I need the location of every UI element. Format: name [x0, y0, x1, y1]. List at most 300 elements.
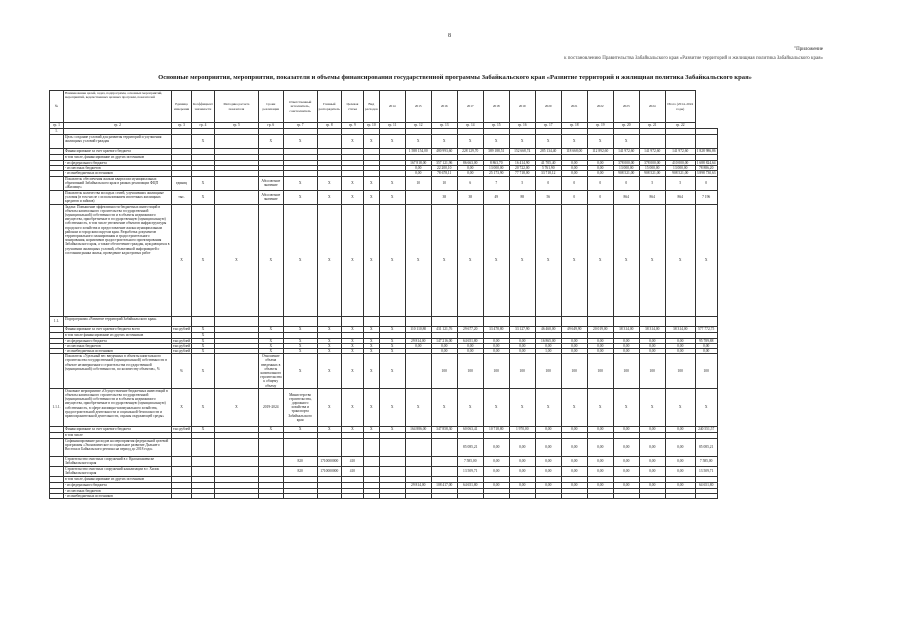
row-number: 1.	[50, 129, 64, 135]
table-cell	[363, 438, 379, 456]
table-cell	[258, 494, 283, 499]
table-cell: 0,00	[695, 349, 717, 354]
table-cell: 10	[431, 176, 457, 190]
table-cell	[405, 466, 431, 476]
table-cell: 0,00	[457, 343, 483, 348]
table-cell	[639, 494, 665, 499]
table-cell: X	[379, 426, 405, 432]
row-name: - из федерального бюджета	[64, 482, 172, 488]
column-number: гр. 5	[214, 123, 258, 129]
table-cell: 38 314,00	[613, 326, 639, 332]
table-cell: 410	[341, 466, 363, 476]
table-cell: 389 188,51	[483, 149, 509, 155]
table-cell	[457, 494, 483, 499]
table-cell	[192, 494, 215, 499]
table-cell: X	[192, 135, 215, 149]
table-row	[50, 494, 718, 499]
table-cell: 0,00	[639, 349, 665, 354]
table-cell: Абсолютное значение	[258, 190, 283, 204]
appendix-note	[564, 45, 823, 63]
row-name: - из местных бюджетов	[64, 488, 172, 493]
table-row	[50, 190, 718, 204]
table-cell: X	[509, 135, 535, 149]
table-cell: 38	[457, 190, 483, 204]
table-cell: X	[192, 426, 215, 432]
row-name: - из федерального бюджета	[64, 338, 172, 343]
table-cell	[214, 494, 258, 499]
column-number: гр. 19	[587, 123, 613, 129]
table-cell	[341, 494, 363, 499]
table-cell: 7	[483, 176, 509, 190]
table-cell	[483, 494, 509, 499]
table-cell: 0	[613, 176, 639, 190]
table-cell: 0,00	[431, 349, 457, 354]
table-cell: X	[535, 388, 561, 426]
table-cell: 147 216,00	[431, 338, 457, 343]
table-cell: 33 478,80	[483, 326, 509, 332]
table-cell: 0,00	[613, 482, 639, 488]
table-cell: тыс.рублей	[173, 327, 191, 331]
table-cell: 0,00	[561, 456, 587, 466]
column-number: гр. 21	[639, 123, 665, 129]
column-number: гр. 3	[172, 123, 192, 129]
table-cell: 0,00	[587, 343, 613, 348]
table-cell: X	[172, 388, 192, 426]
table-cell	[172, 135, 192, 149]
column-number: гр. 18	[561, 123, 587, 129]
row-number	[50, 494, 64, 499]
table-cell: 1,00	[535, 349, 561, 354]
table-cell	[431, 466, 457, 476]
table-cell: 0,00	[613, 438, 639, 456]
header-gr: Главный распорядитель	[317, 91, 341, 123]
table-cell: X	[613, 135, 639, 149]
table-cell: 0,00	[613, 466, 639, 476]
table-cell: X	[431, 135, 457, 149]
table-cell: 29 677,20	[457, 326, 483, 332]
table-cell: X	[457, 204, 483, 316]
table-cell: X	[283, 190, 317, 204]
table-cell: X	[258, 135, 283, 149]
table-cell: 118 668,00	[561, 149, 587, 155]
table-cell: 431 121,76	[431, 326, 457, 332]
table-cell: 0,00	[587, 456, 613, 466]
table-cell: 0,00	[587, 171, 613, 176]
table-cell: X	[457, 135, 483, 149]
table-cell: 0,00	[587, 482, 613, 488]
table-cell: 25 173,90	[483, 171, 509, 176]
column-number: гр. 20	[613, 123, 639, 129]
table-cell: 0,00	[483, 456, 509, 466]
table-cell	[431, 494, 457, 499]
table-cell: X	[405, 388, 431, 426]
table-cell: 13 000,00	[483, 166, 509, 171]
table-cell: 64 651,80	[457, 338, 483, 343]
table-cell: X	[283, 135, 317, 149]
table-cell: X	[613, 388, 639, 426]
table-cell	[363, 316, 379, 326]
row-number	[50, 456, 64, 466]
table-cell: Министерство строительства, дорожного хозяйства и транспорта Забайкальского края	[283, 388, 317, 426]
table-cell: 7 196	[695, 190, 717, 204]
table-cell: 0,00	[665, 349, 695, 354]
table-cell	[509, 316, 535, 326]
row-name: в том числе, финансирование из других источников	[64, 155, 172, 161]
table-row	[50, 135, 718, 149]
table-cell: X	[341, 338, 363, 343]
table-cell: тыс.рублей	[173, 343, 191, 348]
table-cell: 0,00	[587, 166, 613, 171]
column-number: гр. 16	[509, 123, 535, 129]
table-cell	[192, 466, 215, 476]
table-cell: 49 649,90	[561, 326, 587, 332]
table-cell: 86 663,00	[457, 161, 483, 166]
table-cell: 100	[561, 354, 587, 389]
table-cell: X	[405, 204, 431, 316]
table-cell: 167 818,00	[405, 161, 431, 166]
table-cell: 1710000000	[317, 456, 341, 466]
table-cell: 0,00	[483, 482, 509, 488]
header-no: №	[50, 91, 64, 123]
table-cell: 85 085,21	[457, 438, 483, 456]
table-cell: X	[317, 326, 341, 332]
table-cell: X	[363, 338, 379, 343]
table-cell: X	[341, 204, 363, 316]
table-cell: 56	[535, 190, 561, 204]
table-cell: X	[172, 204, 192, 316]
table-cell: 0,00	[639, 426, 665, 432]
table-cell: 13 000,00	[665, 166, 695, 171]
table-cell: X	[317, 338, 341, 343]
column-number: гр. 6	[258, 123, 283, 129]
table-cell: X	[483, 204, 509, 316]
table-cell: 0,00	[613, 456, 639, 466]
table-cell: 0,00	[587, 466, 613, 476]
table-cell: 0,00	[561, 349, 587, 354]
table-cell	[405, 316, 431, 326]
table-cell	[214, 438, 258, 456]
table-cell: 100	[587, 354, 613, 389]
row-name: Задача: Повышение эффективности бюджетных инвестиций в объекты капитального строительства государственной (муниципальной) собственности и в объекты недвижимого имущества, приобретаемые в государственную (муниципальную) собственность, в том числе увеличение объектов инфраструктуры городского хозяйства и предоставление жилья муниципальным районам и городским округам края. Разработка документов территориального планирования и градостроительного зонирования, нормативов градостроительного проектирования Забайкальского края, а также обеспечение граждан, нуждающихся в улучшении жилищных условий, объективной информацией о состоянии рынка жилья, проведение кадастровых работ	[64, 204, 172, 316]
table-cell: X	[379, 343, 405, 348]
table-cell: 95 789,88	[695, 338, 717, 343]
table-cell	[457, 316, 483, 326]
row-name: - из внебюджетных источников	[64, 171, 172, 176]
table-cell: X	[214, 204, 258, 316]
table-cell: X	[214, 388, 258, 426]
table-cell	[535, 494, 561, 499]
table-cell	[172, 466, 192, 476]
table-cell: 410	[341, 456, 363, 466]
table-cell: 0,00	[535, 343, 561, 348]
table-cell: 64 651,80	[695, 482, 717, 488]
table-cell: 2019-2024	[258, 388, 283, 426]
table-cell: 0,00	[431, 343, 457, 348]
row-name: Показатель обеспечения жилым кварталом муниципальных образований Забайкальского края в рамках реализации ФЦП «Жилище»	[64, 176, 172, 190]
table-cell: 110 110,80	[405, 326, 431, 332]
table-cell: 0,00	[561, 338, 587, 343]
table-cell	[172, 438, 192, 456]
table-cell	[258, 438, 283, 456]
table-cell: 0,00	[665, 343, 695, 348]
row-number: 1.1.1.	[50, 388, 64, 426]
table-cell: X	[363, 354, 379, 389]
table-cell: X	[457, 388, 483, 426]
table-cell: X	[363, 190, 379, 204]
table-cell: тыс.рублей	[173, 338, 191, 343]
table-cell	[665, 316, 695, 326]
row-name: - из местных бюджетов	[64, 343, 172, 348]
table-cell	[695, 316, 717, 326]
table-cell: X	[561, 388, 587, 426]
table-cell: X	[341, 176, 363, 190]
table-cell: X	[613, 204, 639, 316]
table-cell: 0,00	[561, 426, 587, 432]
row-name: Цель: создание условий для развития территорий и улучшения жилищных условий граждан	[64, 135, 172, 149]
table-cell: 100	[695, 354, 717, 389]
table-cell	[317, 494, 341, 499]
column-number: гр. 8	[317, 123, 341, 129]
table-cell	[379, 494, 405, 499]
header-y2016: 2016	[431, 91, 457, 123]
column-number: гр. 22	[665, 123, 695, 129]
table-cell: X	[192, 176, 215, 190]
row-number	[50, 438, 64, 456]
table-cell: 7 585,00	[695, 456, 717, 466]
table-cell: 0,00	[613, 349, 639, 354]
table-cell: 60 063,41	[457, 426, 483, 432]
table-cell: 1 588 154,00	[405, 149, 431, 155]
table-cell: 0,00	[639, 466, 665, 476]
row-name: Финансирование за счет краевого бюджета всего	[64, 326, 172, 332]
table-cell	[613, 494, 639, 499]
table-cell: 0,00	[665, 426, 695, 432]
table-cell: 0,00	[509, 349, 535, 354]
table-cell	[258, 466, 283, 476]
table-cell: 78 678,11	[431, 171, 457, 176]
table-header-row	[50, 91, 718, 123]
table-cell: X	[283, 343, 317, 348]
table-cell: 0,00	[509, 482, 535, 488]
table-cell: X	[695, 204, 717, 316]
table-cell: X	[363, 426, 379, 432]
table-cell: X	[431, 204, 457, 316]
table-cell: 6	[457, 176, 483, 190]
table-cell: 29 814,00	[405, 482, 431, 488]
table-cell: X	[535, 204, 561, 316]
table-cell: тыс.	[172, 190, 192, 204]
table-cell: 0,00	[509, 466, 535, 476]
row-name: Финансирование за счет краевого бюджета	[64, 149, 172, 155]
table-cell: X	[192, 354, 215, 389]
table-cell: 0,00	[405, 171, 431, 176]
table-cell: X	[341, 354, 363, 389]
table-cell: 0,00	[483, 466, 509, 476]
table-cell	[695, 135, 717, 149]
table-cell: 100	[639, 354, 665, 389]
table-cell: X	[192, 332, 215, 338]
table-cell: 13 509,71	[457, 466, 483, 476]
table-cell: X	[258, 349, 283, 354]
table-cell: X	[405, 135, 431, 149]
table-cell: 5	[509, 176, 535, 190]
appendix-line-2: к постановлению Правительства Забайкальского края «Развитие территорий и жилищная политика Забайкальского края»	[564, 56, 823, 61]
table-cell: 908 521,00	[613, 171, 639, 176]
header-y2021: 2021	[561, 91, 587, 123]
table-cell	[379, 438, 405, 456]
table-cell: X	[483, 135, 509, 149]
table-cell	[363, 456, 379, 466]
table-cell: 85 085,21	[695, 438, 717, 456]
table-cell	[283, 438, 317, 456]
table-cell: 0,00	[587, 426, 613, 432]
table-cell: 0,00	[561, 438, 587, 456]
table-cell: X	[431, 388, 457, 426]
row-name: Софинансирование расходов на мероприятия федеральной целевой программы «Экономическое и социальное развитие Дальнего Востока и Байкальского региона на период до 2018 года»	[64, 438, 172, 456]
table-cell: 0,00	[483, 338, 509, 343]
header-years: Сроки реализации	[258, 91, 283, 123]
row-number: 1.1.	[50, 316, 64, 326]
header-y2024: 2024	[639, 91, 665, 123]
table-cell: X	[483, 388, 509, 426]
table-cell: X	[379, 135, 405, 149]
table-cell: 0	[587, 176, 613, 190]
table-cell: 820	[283, 466, 317, 476]
table-cell	[172, 494, 192, 499]
table-cell	[639, 316, 665, 326]
table-cell: X	[192, 326, 215, 332]
table-cell: 3 898 730,63	[696, 171, 716, 176]
table-cell: X	[341, 135, 363, 149]
table-cell: 0,00	[639, 438, 665, 456]
table-row	[50, 466, 718, 476]
table-cell: X	[695, 388, 717, 426]
table-cell: 100	[613, 354, 639, 389]
table-cell: X	[192, 190, 215, 204]
column-number: гр. 10	[363, 123, 379, 129]
header-exp: Вид расходов	[363, 91, 379, 123]
table-cell: 20 722,00	[509, 166, 535, 171]
table-cell: X	[283, 349, 317, 354]
table-cell: X	[363, 349, 379, 354]
table-cell: X	[639, 204, 665, 316]
table-cell	[665, 494, 695, 499]
table-cell: 0,00	[535, 438, 561, 456]
table-cell: X	[192, 338, 215, 343]
table-cell: 0,00	[561, 171, 587, 176]
table-cell	[317, 316, 341, 326]
table-cell: X	[639, 388, 665, 426]
column-number: гр. 13	[431, 123, 457, 129]
table-cell: 108 417,00	[431, 482, 457, 488]
table-cell	[431, 456, 457, 466]
table-row	[50, 456, 718, 466]
table-cell: 38 314,00	[665, 326, 695, 332]
table-cell: 5	[639, 176, 665, 190]
table-cell: 0,00	[561, 343, 587, 348]
header-y2020: 2020	[535, 91, 561, 123]
table-cell: 1 828 986,86	[696, 149, 716, 154]
table-cell: X	[379, 326, 405, 332]
table-cell: 100	[457, 354, 483, 389]
table-cell	[509, 494, 535, 499]
table-cell: X	[341, 190, 363, 204]
row-name: Финансирование за счет краевого бюджета	[64, 426, 172, 432]
table-cell: 908 521,00	[639, 171, 665, 176]
table-cell: 357 121,96	[431, 161, 457, 166]
table-cell: X	[363, 176, 379, 190]
header-y2022: 2022	[587, 91, 613, 123]
table-cell: X	[192, 388, 215, 426]
table-cell: 10	[405, 176, 431, 190]
table-cell	[587, 494, 613, 499]
table-cell	[317, 135, 341, 149]
table-cell: 0,00	[639, 456, 665, 466]
row-number	[50, 135, 64, 149]
table-cell: 0,00	[457, 349, 483, 354]
table-cell: 820	[283, 456, 317, 466]
row-name: в том числе, финансирование из других источников	[64, 476, 172, 482]
table-cell: %	[172, 354, 192, 389]
table-cell: X	[283, 204, 317, 316]
table-cell: 141 972,60	[665, 149, 695, 155]
table-cell: X	[341, 426, 363, 432]
table-cell: 8 863,70	[483, 161, 509, 166]
row-number	[50, 354, 64, 389]
table-cell: X	[258, 326, 283, 332]
table-cell: 0,00	[561, 482, 587, 488]
table-cell	[192, 456, 215, 466]
table-cell: 1 970,00	[509, 426, 535, 432]
table-cell: X	[341, 388, 363, 426]
table-cell	[483, 316, 509, 326]
table-cell: 100	[483, 354, 509, 389]
table-cell: 0,00	[561, 161, 587, 166]
table-cell: X	[317, 349, 341, 354]
row-name: в том числе финансирование из других источников	[64, 332, 172, 338]
column-number: гр. 12	[405, 123, 431, 129]
table-cell: X	[283, 426, 317, 432]
table-cell: 152 668,74	[509, 149, 535, 155]
column-number: гр. 7	[283, 123, 317, 129]
table-cell: X	[192, 343, 215, 348]
table-cell	[405, 494, 431, 499]
column-number: гр. 9	[341, 123, 363, 129]
table-cell: X	[258, 426, 283, 432]
table-cell	[379, 316, 405, 326]
table-cell: X	[561, 204, 587, 316]
table-cell: 0,00	[587, 349, 613, 354]
table-cell: 0	[587, 190, 613, 204]
table-cell: 0,00	[535, 456, 561, 466]
table-cell: X	[509, 388, 535, 426]
column-number: гр. 2	[64, 123, 172, 129]
table-cell: X	[317, 388, 341, 426]
table-cell	[258, 456, 283, 466]
appendix-line-1: "Приложение	[794, 47, 823, 52]
table-cell: 13 509,71	[695, 466, 717, 476]
table-cell: 0,00	[483, 343, 509, 348]
table-cell: 0,00	[457, 171, 483, 176]
row-name: Показатель «Удельный вес введенных в объекты капитального строительства государственной (муниципальной) собственности в объекте незавершенного строительства государственной (муниципальной) собственности, по количеству объектов», %	[64, 354, 172, 389]
table-cell: 0,00	[483, 438, 509, 456]
table-row	[50, 316, 718, 326]
table-cell: 49	[483, 190, 509, 204]
table-cell: X	[535, 135, 561, 149]
column-number: гр. 1	[50, 123, 64, 129]
table-cell: 0	[695, 176, 717, 190]
table-cell: 1 688 824,64	[696, 161, 716, 165]
